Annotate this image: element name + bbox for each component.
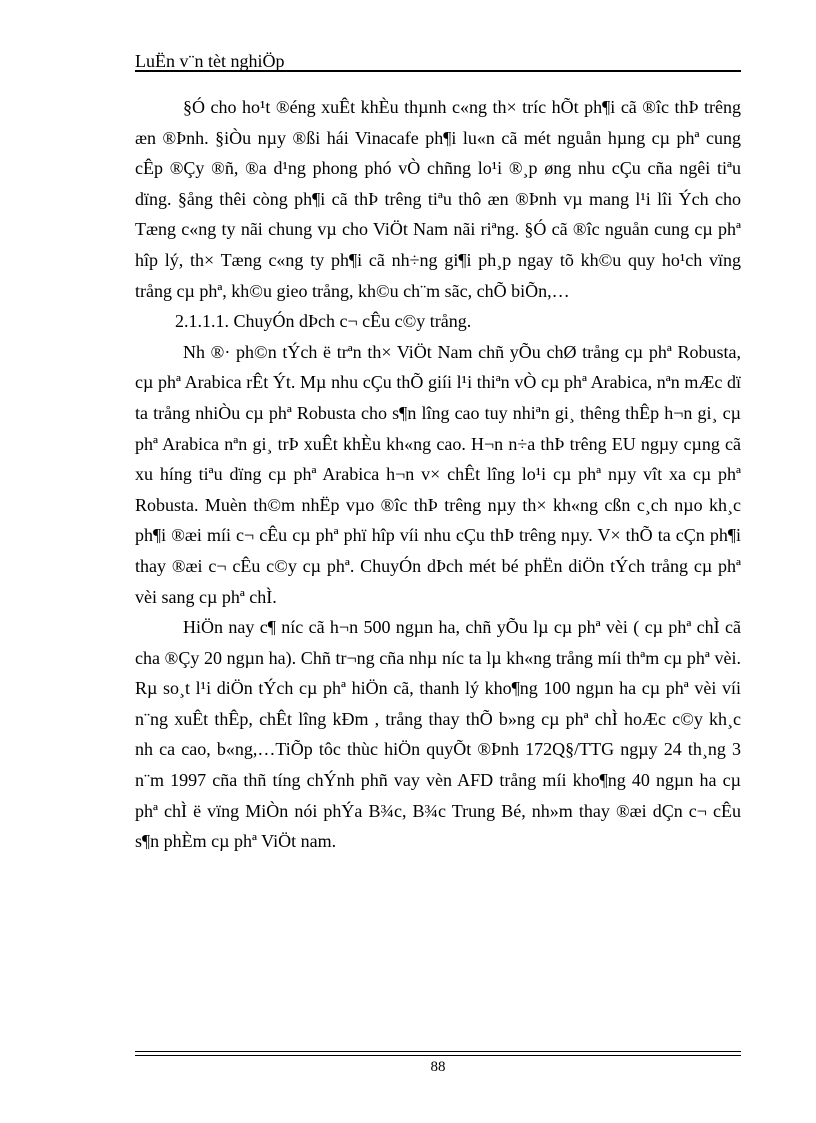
page-number: 88 xyxy=(430,1059,446,1075)
main-text xyxy=(135,92,741,857)
paragraph-1: §Ó cho ho¹t ®éng xuÊt khÈu thµnh c«ng th× tríc hÕt ph¶i cã ®îc thÞ trêng æn ®Þnh. §iÒu nµy ®ßi hái Vinacafe ph¶i lu«n cã mét nguån hµng cµ phª cung cÊp ®Çy ®ñ, ®a d¹ng phong phó vÒ chñng lo¹i ®¸p øng nhu cÇu cña ngêi tiªu dïng. §ång thêi còng ph¶i cã thÞ trêng tiªu thô æn ®Þnh vµ mang l¹i lîi Ých cho Tæng c«ng ty nãi chung vµ cho ViÖt Nam nãi riªng. §Ó cã ®îc nguån cung cµ phª hîp lý, th× Tæng c«ng ty ph¶i cã nh÷ng gi¶i ph¸p ngay tõ kh©u quy ho¹ch vïng trång cµ phª, kh©u gieo trång, kh©u ch¨m sãc, chÕ biÕn,… xyxy=(135,97,741,301)
section-heading: 2.1.1.1. ChuyÓn dÞch c¬ cÊu c©y trång. xyxy=(175,311,472,332)
paragraph-2: Nh ®· ph©n tÝch ë trªn th× ViÖt Nam chñ yÕu chØ trång cµ phª Robusta, cµ phª Arabica rÊt Ýt. Mµ nhu cÇu thÕ giíi l¹i thiªn vÒ cµ phª Arabica, nªn mÆc dï ta trång nhiÒu cµ phª Robusta cho s¶n lîng cao tuy nhiªn gi¸ thêng thÊp h¬n gi¸ cµ phª Arabica nªn gi¸ trÞ xuÊt khÈu kh«ng cao. H¬n n÷a thÞ trêng EU ngµy cµng cã xu híng tiªu dïng cµ phª Arabica h¬n v× chÊt lîng lo¹i cµ phª nµy vît xa cµ phª Robusta. Muèn th©m nhËp vµo ®îc thÞ trêng nµy th× kh«ng cßn c¸ch nµo kh¸c ph¶i ®æi míi c¬ cÊu cµ phª phï hîp víi nhu cÇu thÞ trêng nµy. V× thÕ ta cÇn ph¶i thay ®æi c¬ cÊu c©y cµ phª. ChuyÓn dÞch mét bé phËn diÖn tÝch trång cµ phª vèi sang cµ phª chÌ. xyxy=(135,341,741,607)
header-rule xyxy=(135,70,741,72)
running-header: LuËn v¨n tèt nghiÖp xyxy=(135,51,285,71)
paragraph-3: HiÖn nay c¶ níc cã h¬n 500 ngµn ha, chñ yÕu lµ cµ phª vèi ( cµ phª chÌ cã cha ®Çy 20 ngµn ha). Chñ tr¬ng cña nhµ níc ta lµ kh«ng trång míi thªm cµ phª vèi. Rµ so¸t l¹i diÖn tÝch cµ phª hiÖn cã, thanh lý kho¶ng 100 ngµn ha cµ phª vèi víi n¨ng xuÊt thÊp, chÊt lîng kÐm , trång thay thÕ b»ng cµ phª chÌ hoÆc c©y kh¸c nh ca cao, b«ng,…TiÕp tôc thùc hiÖn quyÕt ®Þnh 172Q§/TTG ngµy 24 th¸ng 3 n¨m 1997 cña thñ tíng chÝnh phñ vay vèn AFD trång míi kho¶ng 40 ngµn ha cµ phª chÌ ë vïng MiÒn nói phÝa B¾c, B¾c Trung Bé, nh»m thay ®æi dÇn c¬ cÊu s¶n phÈm cµ phª ViÖt nam. xyxy=(135,617,741,852)
footer-rule xyxy=(135,1051,741,1056)
